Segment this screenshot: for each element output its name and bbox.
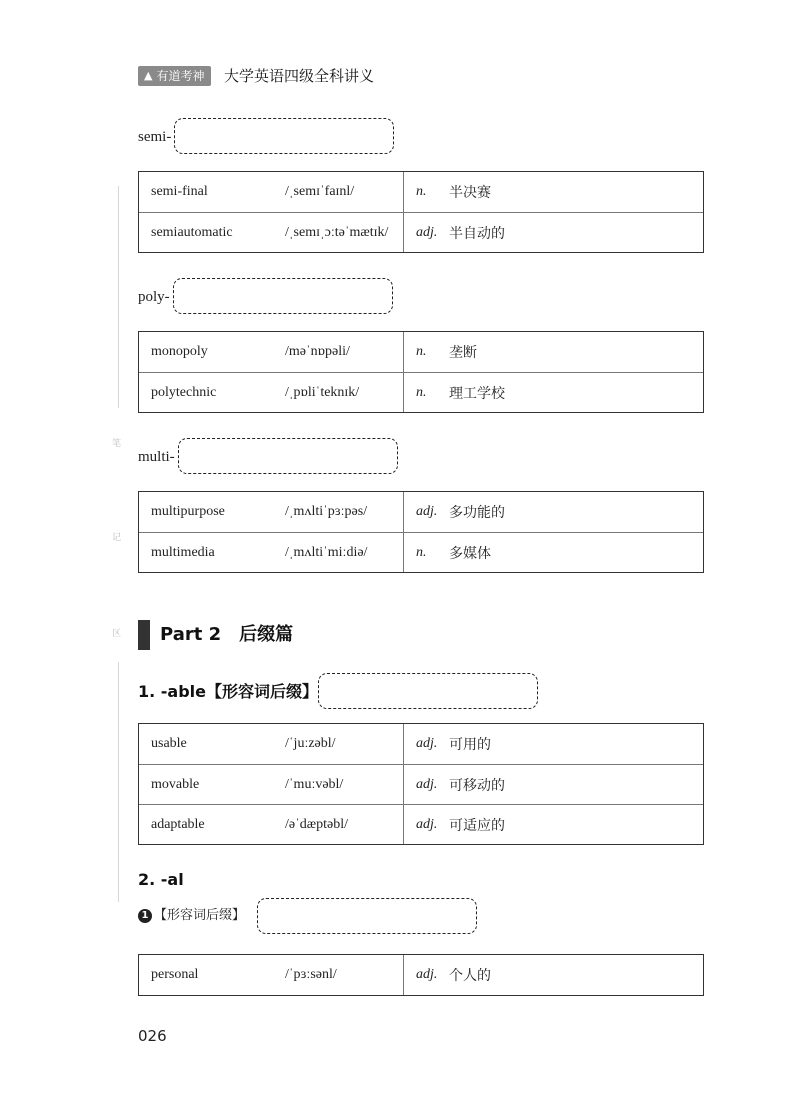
table-row [139,332,703,372]
answer-blank[interactable] [318,673,538,709]
answer-blank[interactable] [174,118,394,154]
part-of-speech: adj. [416,504,438,519]
phonetic: /əˈdæptəbl/ [285,816,348,832]
brand-logo-text: 有道考神 [156,69,205,83]
vocab-table [138,723,704,845]
word: multipurpose [151,504,225,519]
part-of-speech: adj. [416,224,438,240]
phonetic: /ˌsemɪˈfaɪnl/ [285,184,355,199]
meaning: 可适应的 [449,817,505,834]
meaning: 垄断 [449,345,477,361]
vocab-table [138,491,704,573]
table-row [139,955,703,995]
word: personal [151,967,199,982]
table-row [139,532,703,572]
meaning: 个人的 [449,968,491,984]
meaning: 可用的 [449,737,491,753]
phonetic: /ˌpɒliˈteknɪk/ [285,384,360,400]
answer-blank[interactable] [257,898,477,934]
part-of-speech: adj. [416,967,438,982]
answer-blank[interactable] [178,438,398,474]
part-of-speech: n. [416,184,427,199]
table-row [139,212,703,252]
table-row [139,172,703,212]
word: multimedia [151,544,215,560]
number-badge: 1 [138,909,152,923]
prefix-label: semi- [138,129,172,145]
part-of-speech: adj. [416,736,438,751]
answer-blank[interactable] [173,278,393,314]
word: semi-final [151,184,208,199]
table-row [139,372,703,412]
phonetic: /ˌsemɪˌɔːtəˈmætɪk/ [285,224,389,240]
sub-item-text: 【形容词后缀】 [154,908,246,923]
suffix-heading: 2. -al [138,870,184,889]
table-row [139,724,703,764]
meaning: 多功能的 [449,505,505,521]
table-row [139,492,703,532]
suffix-heading: 1. -able【形容词后缀】 [138,682,319,701]
part-of-speech: n. [416,544,427,560]
margin-divider [118,662,119,902]
margin-note: 笔 [112,439,122,449]
word: movable [151,776,200,792]
phonetic: /ˈmuːvəbl/ [285,776,344,792]
meaning: 半决赛 [449,185,491,201]
vocab-table [138,954,704,996]
phonetic: /ˈjuːzəbl/ [285,736,336,751]
table-row [139,804,703,844]
phonetic: /ˌmʌltiˈmiːdiə/ [285,544,368,560]
margin-divider [118,186,119,408]
margin-note: 区 [112,629,122,639]
phonetic: /ˌmʌltiˈpɜːpəs/ [285,504,368,519]
word: adaptable [151,816,205,832]
section-marker [138,620,150,650]
meaning: 半自动的 [449,225,505,242]
sub-item-label [138,906,245,926]
meaning: 多媒体 [449,545,491,562]
prefix-label: poly- [138,289,170,305]
prefix-label: multi- [138,449,175,465]
word: semiautomatic [151,224,233,240]
section-title: Part 2 后缀篇 [160,624,294,645]
part-of-speech: n. [416,344,427,359]
page-number: 026 [138,1027,167,1045]
brand-logo [138,66,211,86]
word: usable [151,736,187,751]
phonetic: /məˈnɒpəli/ [285,344,350,359]
vocab-table [138,331,704,413]
table-row [139,764,703,804]
meaning: 可移动的 [449,777,505,794]
part-of-speech: n. [416,384,427,400]
meaning: 理工学校 [449,385,505,402]
word: monopoly [151,344,208,359]
phonetic: /ˈpɜːsənl/ [285,967,337,982]
margin-note: 记 [112,533,122,543]
book-title: 大学英语四级全科讲义 [224,67,375,85]
part-of-speech: adj. [416,776,438,792]
book-icon: ▲ [144,69,153,82]
part-of-speech: adj. [416,816,438,832]
word: polytechnic [151,384,217,400]
vocab-table [138,171,704,253]
